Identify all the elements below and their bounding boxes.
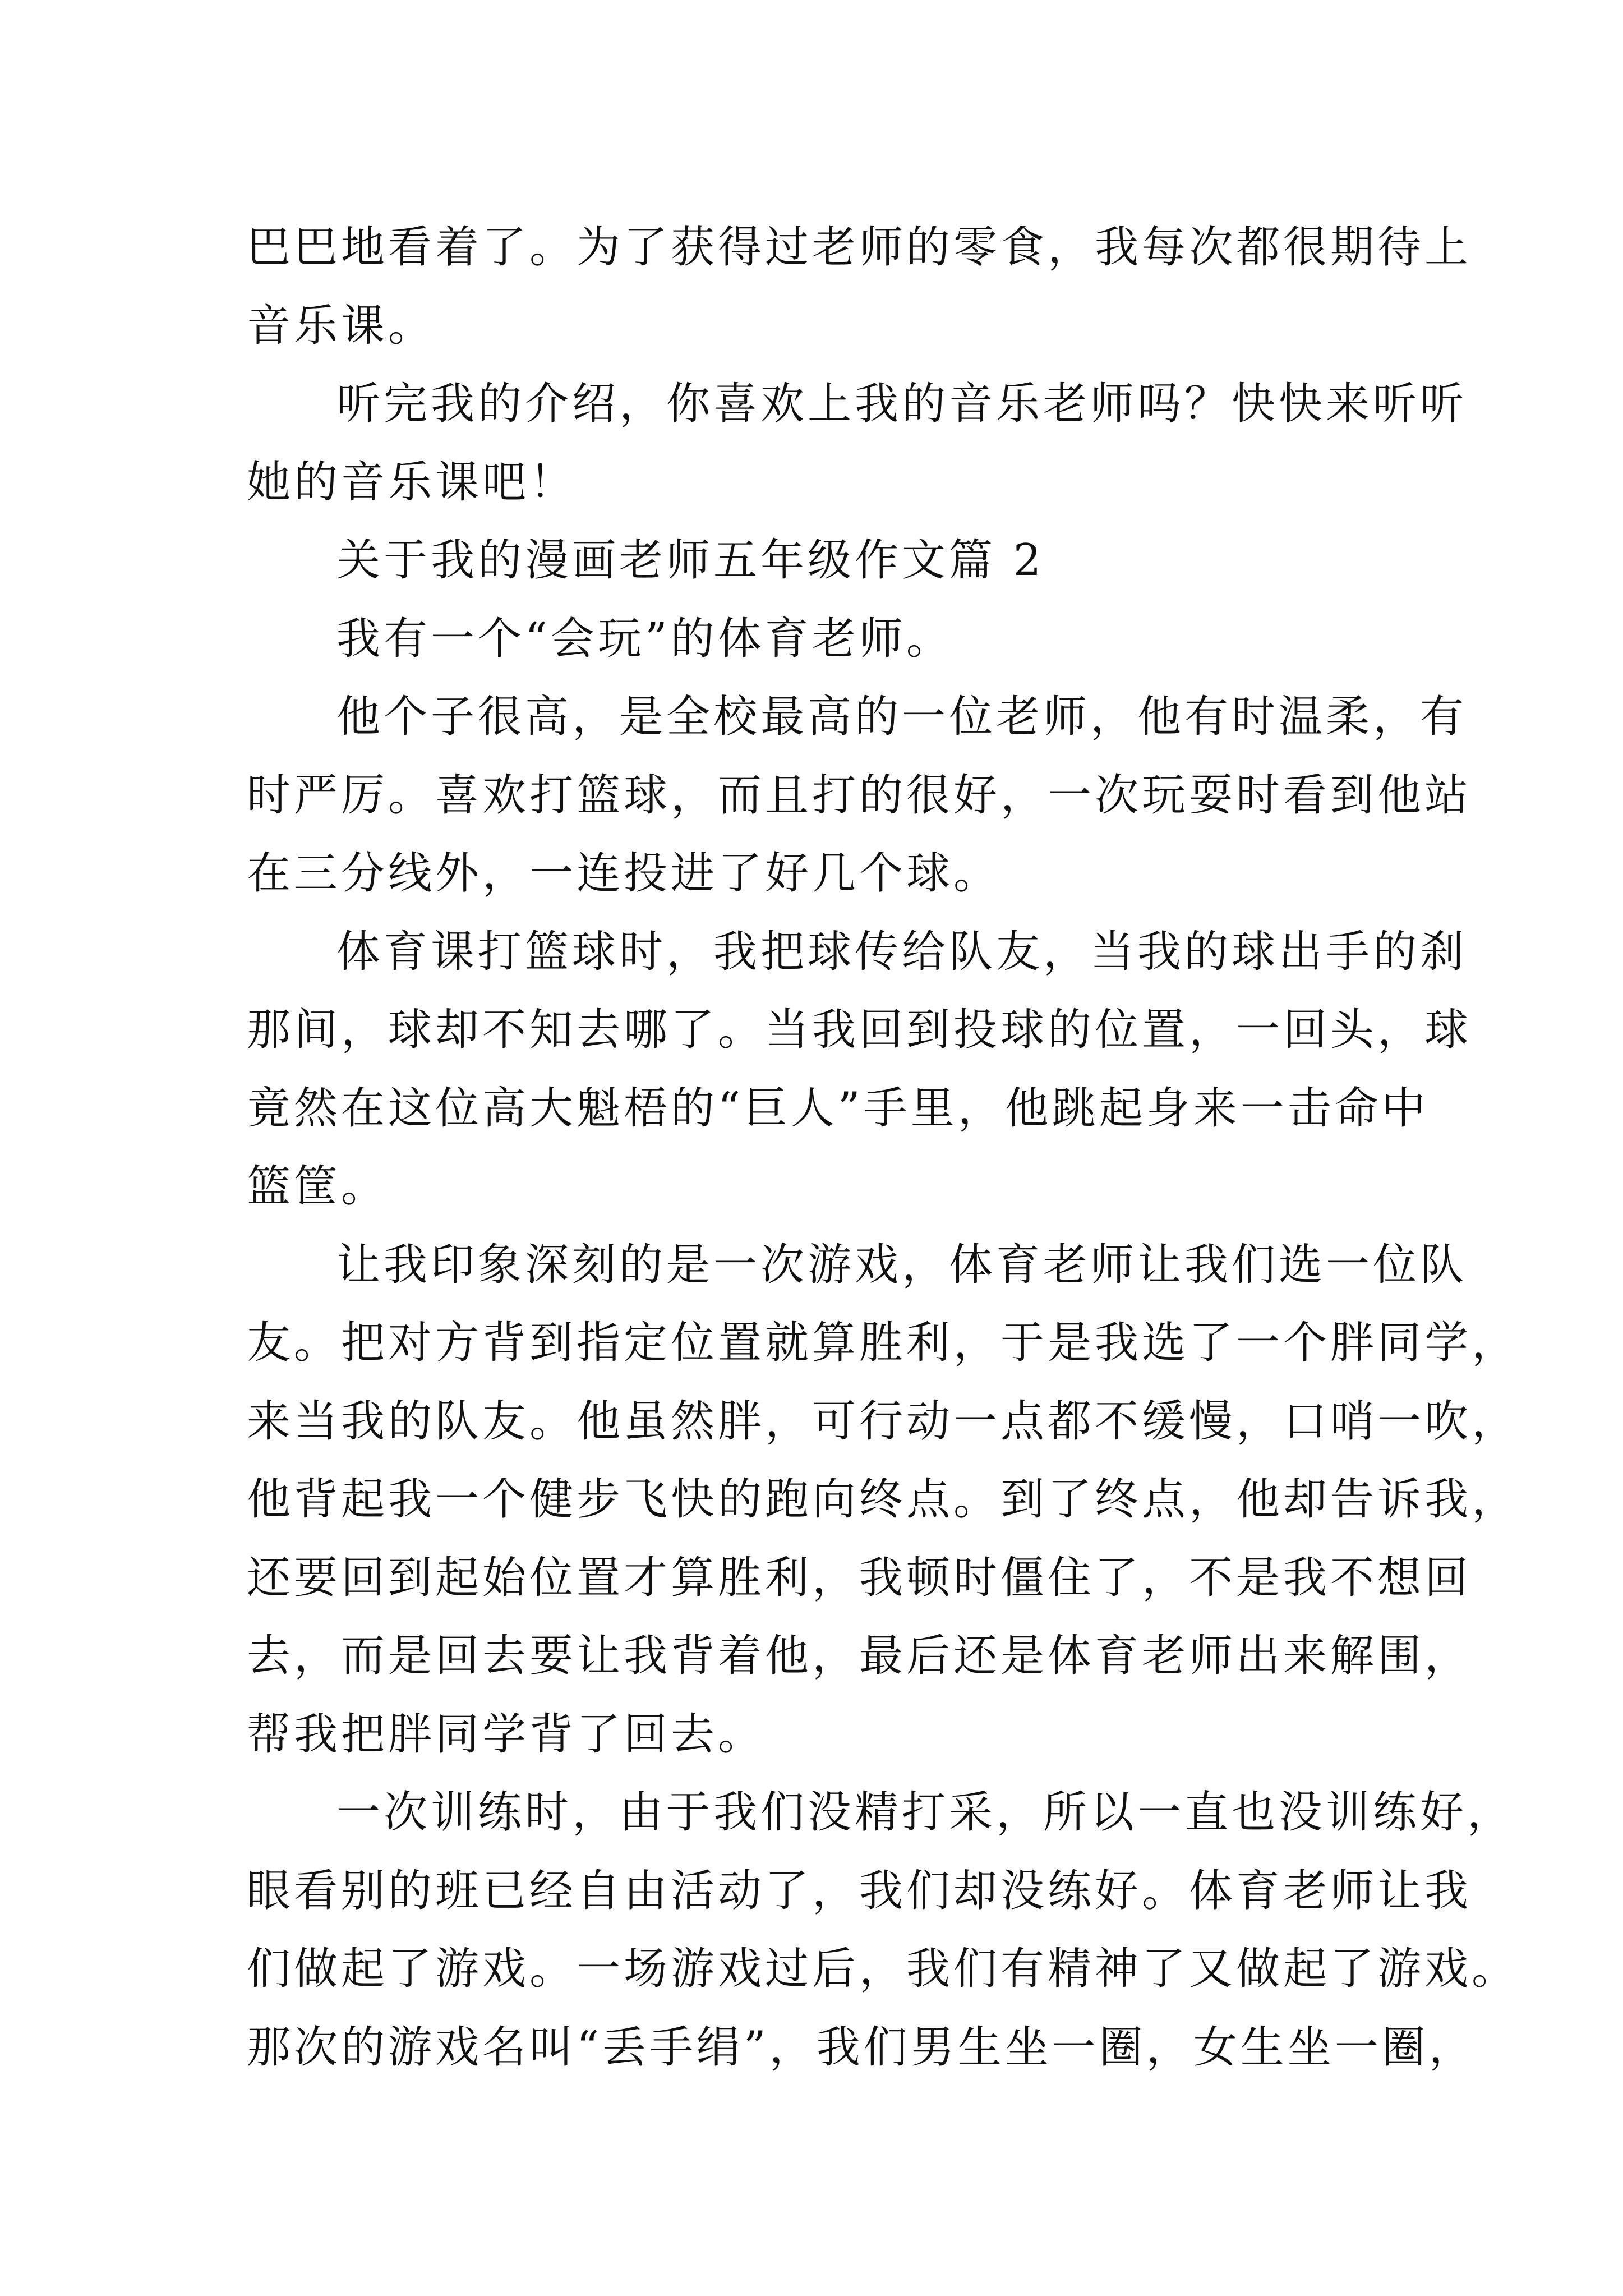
text-line: 竟然在这位高大魁梧的“巨人”手里，他跳起身来一击命中 [247, 1083, 1429, 1134]
text-line: 帮我把胖同学背了回去。 [247, 1709, 766, 1760]
text-line: 那间，球却不知去哪了。当我回到投球的位置，一回头，球 [247, 1005, 1472, 1055]
paragraph [247, 365, 1468, 522]
text-line: 在三分线外，一连投进了好几个球。 [247, 848, 1001, 899]
text-line: 巴巴地看着了。为了获得过老师的零食，我每次都很期待上 [247, 222, 1472, 273]
text-line: 体育课打篮球时，我把球传给队友，当我的球出手的刹 [336, 926, 1468, 977]
text-line: 我有一个“会玩”的体育老师。 [336, 613, 953, 664]
text-line: 音乐课。 [247, 300, 436, 351]
text-line: 听完我的介绍，你喜欢上我的音乐老师吗？快快来听听 [336, 379, 1468, 429]
text-line: 时严厉。喜欢打篮球，而且打的很好，一次玩耍时看到他站 [247, 770, 1472, 821]
paragraph [247, 1774, 1519, 2087]
paragraph [247, 913, 1472, 1226]
text-line: 一次训练时，由于我们没精打采，所以一直也没训练好， [336, 1787, 1515, 1838]
paragraph [247, 209, 1472, 365]
text-line: 让我印象深刻的是一次游戏，体育老师让我们选一位队 [336, 1239, 1468, 1290]
text-line: 来当我的队友。他虽然胖，可行动一点都不缓慢，口哨一吹， [247, 1396, 1519, 1447]
text-line: 篮筐。 [247, 1161, 389, 1212]
text-line: 眼看别的班已经自由活动了，我们却没练好。体育老师让我 [247, 1865, 1472, 1916]
text-line: 她的音乐课吧！ [247, 457, 577, 508]
paragraph [247, 1226, 1519, 1774]
paragraph [247, 600, 1396, 679]
heading-line: 关于我的漫画老师五年级作文篇 2 [336, 535, 1045, 586]
section-heading [247, 522, 1396, 600]
text-line: 还要回到起始位置才算胜利，我顿时僵住了，不是我不想回 [247, 1552, 1472, 1603]
text-line: 那次的游戏名叫“丢手绢”，我们男生坐一圈，女生坐一圈， [247, 2022, 1476, 2073]
text-line: 他个子很高，是全校最高的一位老师，他有时温柔，有 [336, 692, 1468, 742]
paragraph [247, 678, 1472, 913]
text-line: 去，而是回去要让我背着他，最后还是体育老师出来解围， [247, 1631, 1472, 1681]
text-line: 们做起了游戏。一场游戏过后，我们有精神了又做起了游戏。 [247, 1944, 1519, 1994]
text-line: 友。把对方背到指定位置就算胜利，于是我选了一个胖同学， [247, 1318, 1519, 1368]
essay-text [247, 209, 1519, 2087]
text-line: 他背起我一个健步飞快的跑向终点。到了终点，他却告诉我， [247, 1474, 1519, 1525]
